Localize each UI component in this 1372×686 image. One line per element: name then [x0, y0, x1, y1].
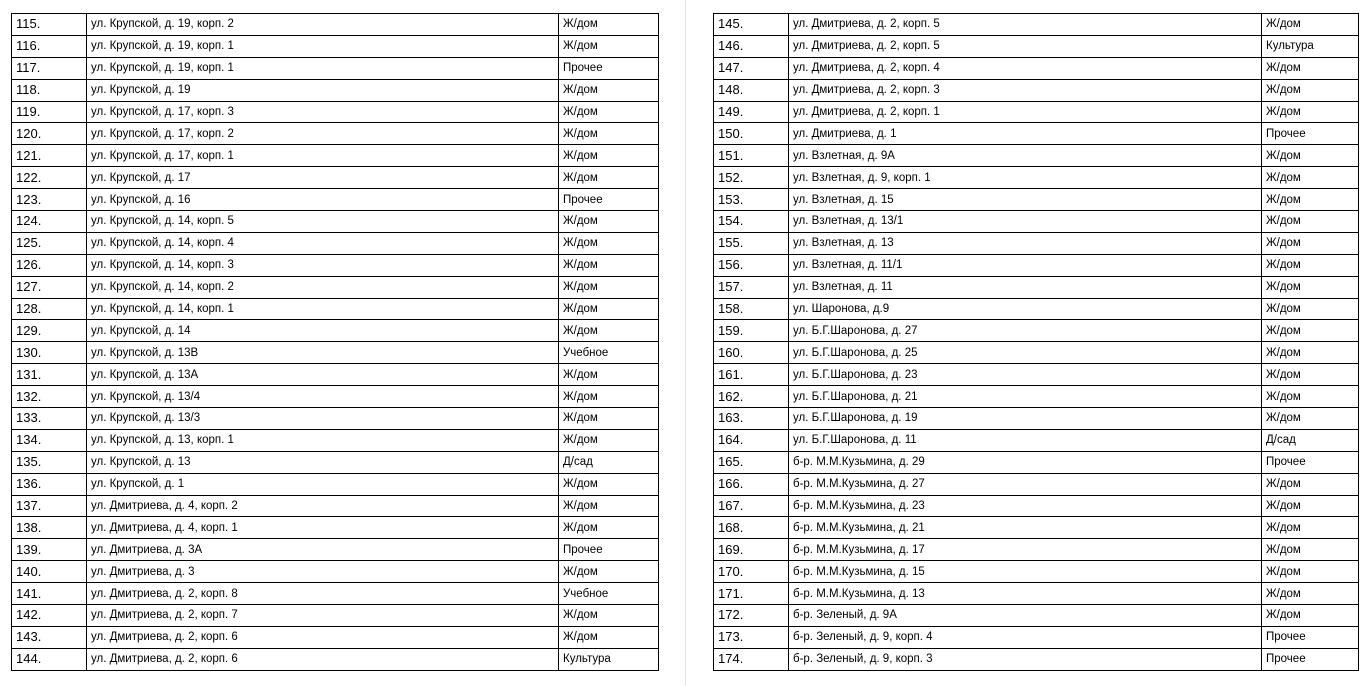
table-row	[714, 561, 1359, 583]
row-number-cell: 129.	[12, 320, 87, 342]
object-type-cell: Ж/дом	[559, 14, 659, 36]
object-type-cell: Ж/дом	[559, 79, 659, 101]
table-row	[12, 342, 659, 364]
row-number-cell: 139.	[12, 539, 87, 561]
row-number-cell: 131.	[12, 364, 87, 386]
table-row	[12, 232, 659, 254]
object-type-cell: Ж/дом	[1262, 254, 1359, 276]
object-type-cell: Ж/дом	[559, 276, 659, 298]
object-type-cell: Ж/дом	[559, 320, 659, 342]
address-cell: ул. Дмитриева, д. 1	[789, 123, 1262, 145]
address-cell: ул. Дмитриева, д. 3	[87, 561, 559, 583]
object-type-cell: Ж/дом	[1262, 342, 1359, 364]
row-number-cell: 167.	[714, 495, 789, 517]
address-cell: ул. Взлетная, д. 13/1	[789, 211, 1262, 233]
address-cell: ул. Крупской, д. 13/3	[87, 408, 559, 430]
object-type-cell: Ж/дом	[1262, 211, 1359, 233]
object-type-cell: Ж/дом	[559, 123, 659, 145]
object-type-cell: Ж/дом	[559, 167, 659, 189]
table-row	[714, 14, 1359, 36]
address-cell: ул. Б.Г.Шаронова, д. 27	[789, 320, 1262, 342]
address-cell: б-р. Зеленый, д. 9, корп. 3	[789, 648, 1262, 670]
address-cell: ул. Дмитриева, д. 4, корп. 1	[87, 517, 559, 539]
object-type-cell: Учебное	[559, 342, 659, 364]
table-row	[12, 583, 659, 605]
row-number-cell: 154.	[714, 211, 789, 233]
address-cell: ул. Взлетная, д. 11	[789, 276, 1262, 298]
address-cell: ул. Крупской, д. 1	[87, 473, 559, 495]
row-number-cell: 128.	[12, 298, 87, 320]
row-number-cell: 173.	[714, 626, 789, 648]
address-cell: ул. Дмитриева, д. 2, корп. 6	[87, 648, 559, 670]
address-cell: б-р. Зеленый, д. 9, корп. 4	[789, 626, 1262, 648]
address-cell: ул. Крупской, д. 14, корп. 2	[87, 276, 559, 298]
row-number-cell: 174.	[714, 648, 789, 670]
row-number-cell: 156.	[714, 254, 789, 276]
address-cell: ул. Крупской, д. 19, корп. 1	[87, 57, 559, 79]
row-number-cell: 115.	[12, 14, 87, 36]
row-number-cell: 161.	[714, 364, 789, 386]
object-type-cell: Ж/дом	[1262, 517, 1359, 539]
address-cell: ул. Крупской, д. 19, корп. 1	[87, 35, 559, 57]
object-type-cell: Ж/дом	[559, 232, 659, 254]
row-number-cell: 134.	[12, 429, 87, 451]
row-number-cell: 169.	[714, 539, 789, 561]
address-cell: ул. Шаронова, д.9	[789, 298, 1262, 320]
row-number-cell: 166.	[714, 473, 789, 495]
row-number-cell: 117.	[12, 57, 87, 79]
object-type-cell: Ж/дом	[1262, 583, 1359, 605]
row-number-cell: 170.	[714, 561, 789, 583]
object-type-cell: Прочее	[1262, 648, 1359, 670]
object-type-cell: Ж/дом	[1262, 57, 1359, 79]
address-cell: ул. Крупской, д. 14, корп. 5	[87, 211, 559, 233]
object-type-cell: Прочее	[1262, 123, 1359, 145]
table-row	[12, 167, 659, 189]
object-type-cell: Прочее	[1262, 451, 1359, 473]
table-row	[12, 320, 659, 342]
address-cell: б-р. М.М.Кузьмина, д. 17	[789, 539, 1262, 561]
address-cell: ул. Крупской, д. 19, корп. 2	[87, 14, 559, 36]
table-row	[714, 320, 1359, 342]
row-number-cell: 143.	[12, 626, 87, 648]
object-type-cell: Ж/дом	[1262, 298, 1359, 320]
row-number-cell: 172.	[714, 605, 789, 627]
table-row	[714, 495, 1359, 517]
object-type-cell: Ж/дом	[559, 605, 659, 627]
row-number-cell: 127.	[12, 276, 87, 298]
table-row	[714, 364, 1359, 386]
object-type-cell: Ж/дом	[559, 101, 659, 123]
table-row	[714, 539, 1359, 561]
table-row	[714, 342, 1359, 364]
table-row	[12, 517, 659, 539]
address-cell: ул. Взлетная, д. 11/1	[789, 254, 1262, 276]
address-cell: ул. Крупской, д. 17, корп. 3	[87, 101, 559, 123]
row-number-cell: 120.	[12, 123, 87, 145]
row-number-cell: 160.	[714, 342, 789, 364]
table-row	[714, 123, 1359, 145]
row-number-cell: 136.	[12, 473, 87, 495]
table-row	[12, 605, 659, 627]
address-cell: ул. Крупской, д. 13В	[87, 342, 559, 364]
table-row	[714, 232, 1359, 254]
address-cell: ул. Крупской, д. 13, корп. 1	[87, 429, 559, 451]
address-cell: ул. Крупской, д. 13	[87, 451, 559, 473]
object-type-cell: Ж/дом	[1262, 539, 1359, 561]
object-type-cell: Ж/дом	[1262, 145, 1359, 167]
table-row	[12, 473, 659, 495]
address-cell: ул. Дмитриева, д. 2, корп. 4	[789, 57, 1262, 79]
table-row	[12, 386, 659, 408]
table-row	[714, 451, 1359, 473]
address-cell: ул. Взлетная, д. 13	[789, 232, 1262, 254]
object-type-cell: Культура	[559, 648, 659, 670]
address-cell: б-р. М.М.Кузьмина, д. 21	[789, 517, 1262, 539]
object-type-cell: Ж/дом	[1262, 605, 1359, 627]
row-number-cell: 144.	[12, 648, 87, 670]
object-type-cell: Учебное	[559, 583, 659, 605]
table-row	[714, 167, 1359, 189]
row-number-cell: 135.	[12, 451, 87, 473]
row-number-cell: 153.	[714, 189, 789, 211]
table-row	[12, 145, 659, 167]
address-cell: б-р. М.М.Кузьмина, д. 15	[789, 561, 1262, 583]
object-type-cell: Ж/дом	[1262, 495, 1359, 517]
table-row	[12, 364, 659, 386]
address-cell: ул. Взлетная, д. 9А	[789, 145, 1262, 167]
object-type-cell: Прочее	[1262, 626, 1359, 648]
table-row	[714, 145, 1359, 167]
table-row	[12, 276, 659, 298]
address-cell: б-р. М.М.Кузьмина, д. 23	[789, 495, 1262, 517]
object-type-cell: Ж/дом	[1262, 276, 1359, 298]
table-row	[12, 101, 659, 123]
object-type-cell: Культура	[1262, 35, 1359, 57]
table-row	[714, 298, 1359, 320]
address-cell: ул. Дмитриева, д. 3А	[87, 539, 559, 561]
object-type-cell: Ж/дом	[1262, 320, 1359, 342]
row-number-cell: 138.	[12, 517, 87, 539]
object-type-cell: Д/сад	[1262, 429, 1359, 451]
row-number-cell: 121.	[12, 145, 87, 167]
table-row	[714, 648, 1359, 670]
table-row	[12, 298, 659, 320]
row-number-cell: 147.	[714, 57, 789, 79]
object-type-cell: Ж/дом	[559, 626, 659, 648]
row-number-cell: 164.	[714, 429, 789, 451]
address-cell: ул. Дмитриева, д. 2, корп. 5	[789, 35, 1262, 57]
table-row	[12, 539, 659, 561]
address-cell: ул. Крупской, д. 14	[87, 320, 559, 342]
table-row	[714, 189, 1359, 211]
row-number-cell: 148.	[714, 79, 789, 101]
address-cell: ул. Дмитриева, д. 2, корп. 5	[789, 14, 1262, 36]
address-cell: ул. Крупской, д. 14, корп. 3	[87, 254, 559, 276]
table-row	[714, 101, 1359, 123]
table-row	[12, 451, 659, 473]
address-cell: ул. Б.Г.Шаронова, д. 21	[789, 386, 1262, 408]
table-row	[714, 211, 1359, 233]
table-row	[714, 626, 1359, 648]
object-type-cell: Ж/дом	[559, 364, 659, 386]
object-type-cell: Ж/дом	[559, 145, 659, 167]
table-row	[714, 79, 1359, 101]
row-number-cell: 151.	[714, 145, 789, 167]
object-type-cell: Ж/дом	[1262, 364, 1359, 386]
row-number-cell: 123.	[12, 189, 87, 211]
object-type-cell: Ж/дом	[559, 429, 659, 451]
address-cell: б-р. М.М.Кузьмина, д. 29	[789, 451, 1262, 473]
row-number-cell: 155.	[714, 232, 789, 254]
address-cell: ул. Б.Г.Шаронова, д. 23	[789, 364, 1262, 386]
address-cell: ул. Дмитриева, д. 4, корп. 2	[87, 495, 559, 517]
address-cell: ул. Б.Г.Шаронова, д. 19	[789, 408, 1262, 430]
object-type-cell: Ж/дом	[1262, 101, 1359, 123]
address-cell: ул. Крупской, д. 13А	[87, 364, 559, 386]
object-type-cell: Прочее	[559, 539, 659, 561]
address-cell: ул. Крупской, д. 14, корп. 4	[87, 232, 559, 254]
left-address-table	[11, 13, 659, 671]
row-number-cell: 150.	[714, 123, 789, 145]
object-type-cell: Ж/дом	[1262, 14, 1359, 36]
address-cell: ул. Крупской, д. 17, корп. 1	[87, 145, 559, 167]
object-type-cell: Ж/дом	[1262, 408, 1359, 430]
table-row	[714, 517, 1359, 539]
table-row	[12, 561, 659, 583]
address-cell: б-р. М.М.Кузьмина, д. 27	[789, 473, 1262, 495]
address-cell: ул. Б.Г.Шаронова, д. 25	[789, 342, 1262, 364]
object-type-cell: Ж/дом	[1262, 79, 1359, 101]
row-number-cell: 130.	[12, 342, 87, 364]
address-cell: ул. Взлетная, д. 9, корп. 1	[789, 167, 1262, 189]
object-type-cell: Ж/дом	[1262, 189, 1359, 211]
row-number-cell: 122.	[12, 167, 87, 189]
row-number-cell: 168.	[714, 517, 789, 539]
object-type-cell: Ж/дом	[559, 211, 659, 233]
table-row	[12, 495, 659, 517]
object-type-cell: Ж/дом	[559, 35, 659, 57]
row-number-cell: 119.	[12, 101, 87, 123]
row-number-cell: 149.	[714, 101, 789, 123]
right-address-table	[713, 13, 1359, 671]
left-table-body	[12, 14, 659, 671]
table-row	[714, 386, 1359, 408]
object-type-cell: Д/сад	[559, 451, 659, 473]
row-number-cell: 146.	[714, 35, 789, 57]
row-number-cell: 145.	[714, 14, 789, 36]
address-cell: ул. Крупской, д. 14, корп. 1	[87, 298, 559, 320]
address-cell: ул. Крупской, д. 17	[87, 167, 559, 189]
address-cell: ул. Б.Г.Шаронова, д. 11	[789, 429, 1262, 451]
row-number-cell: 159.	[714, 320, 789, 342]
row-number-cell: 126.	[12, 254, 87, 276]
row-number-cell: 116.	[12, 35, 87, 57]
row-number-cell: 124.	[12, 211, 87, 233]
table-row	[714, 473, 1359, 495]
table-row	[12, 57, 659, 79]
row-number-cell: 140.	[12, 561, 87, 583]
object-type-cell: Ж/дом	[559, 386, 659, 408]
table-row	[12, 408, 659, 430]
row-number-cell: 142.	[12, 605, 87, 627]
row-number-cell: 158.	[714, 298, 789, 320]
table-row	[12, 626, 659, 648]
row-number-cell: 165.	[714, 451, 789, 473]
table-row	[714, 57, 1359, 79]
table-row	[12, 189, 659, 211]
row-number-cell: 162.	[714, 386, 789, 408]
row-number-cell: 152.	[714, 167, 789, 189]
address-cell: ул. Дмитриева, д. 2, корп. 6	[87, 626, 559, 648]
address-cell: ул. Крупской, д. 16	[87, 189, 559, 211]
object-type-cell: Ж/дом	[559, 298, 659, 320]
address-cell: ул. Крупской, д. 17, корп. 2	[87, 123, 559, 145]
table-row	[714, 429, 1359, 451]
object-type-cell: Ж/дом	[559, 517, 659, 539]
object-type-cell: Ж/дом	[559, 495, 659, 517]
row-number-cell: 132.	[12, 386, 87, 408]
row-number-cell: 125.	[12, 232, 87, 254]
row-number-cell: 137.	[12, 495, 87, 517]
object-type-cell: Ж/дом	[1262, 167, 1359, 189]
address-cell: ул. Крупской, д. 19	[87, 79, 559, 101]
row-number-cell: 141.	[12, 583, 87, 605]
table-row	[12, 35, 659, 57]
object-type-cell: Ж/дом	[559, 561, 659, 583]
row-number-cell: 118.	[12, 79, 87, 101]
object-type-cell: Ж/дом	[1262, 473, 1359, 495]
table-row	[12, 211, 659, 233]
table-row	[714, 583, 1359, 605]
right-table-body	[714, 14, 1359, 671]
table-row	[12, 14, 659, 36]
object-type-cell: Прочее	[559, 189, 659, 211]
object-type-cell: Ж/дом	[1262, 561, 1359, 583]
page-divider	[685, 0, 686, 686]
address-cell: ул. Дмитриева, д. 2, корп. 8	[87, 583, 559, 605]
table-row	[714, 276, 1359, 298]
table-row	[714, 605, 1359, 627]
object-type-cell: Ж/дом	[1262, 386, 1359, 408]
address-cell: ул. Дмитриева, д. 2, корп. 3	[789, 79, 1262, 101]
address-cell: б-р. Зеленый, д. 9А	[789, 605, 1262, 627]
table-row	[714, 35, 1359, 57]
table-row	[12, 123, 659, 145]
address-cell: ул. Дмитриева, д. 2, корп. 1	[789, 101, 1262, 123]
table-row	[714, 254, 1359, 276]
address-cell: б-р. М.М.Кузьмина, д. 13	[789, 583, 1262, 605]
table-row	[714, 408, 1359, 430]
table-row	[12, 79, 659, 101]
row-number-cell: 163.	[714, 408, 789, 430]
table-row	[12, 429, 659, 451]
address-cell: ул. Взлетная, д. 15	[789, 189, 1262, 211]
address-cell: ул. Крупской, д. 13/4	[87, 386, 559, 408]
object-type-cell: Ж/дом	[559, 473, 659, 495]
address-cell: ул. Дмитриева, д. 2, корп. 7	[87, 605, 559, 627]
object-type-cell: Ж/дом	[1262, 232, 1359, 254]
object-type-cell: Ж/дом	[559, 408, 659, 430]
table-row	[12, 254, 659, 276]
row-number-cell: 171.	[714, 583, 789, 605]
object-type-cell: Прочее	[559, 57, 659, 79]
object-type-cell: Ж/дом	[559, 254, 659, 276]
table-row	[12, 648, 659, 670]
row-number-cell: 133.	[12, 408, 87, 430]
row-number-cell: 157.	[714, 276, 789, 298]
